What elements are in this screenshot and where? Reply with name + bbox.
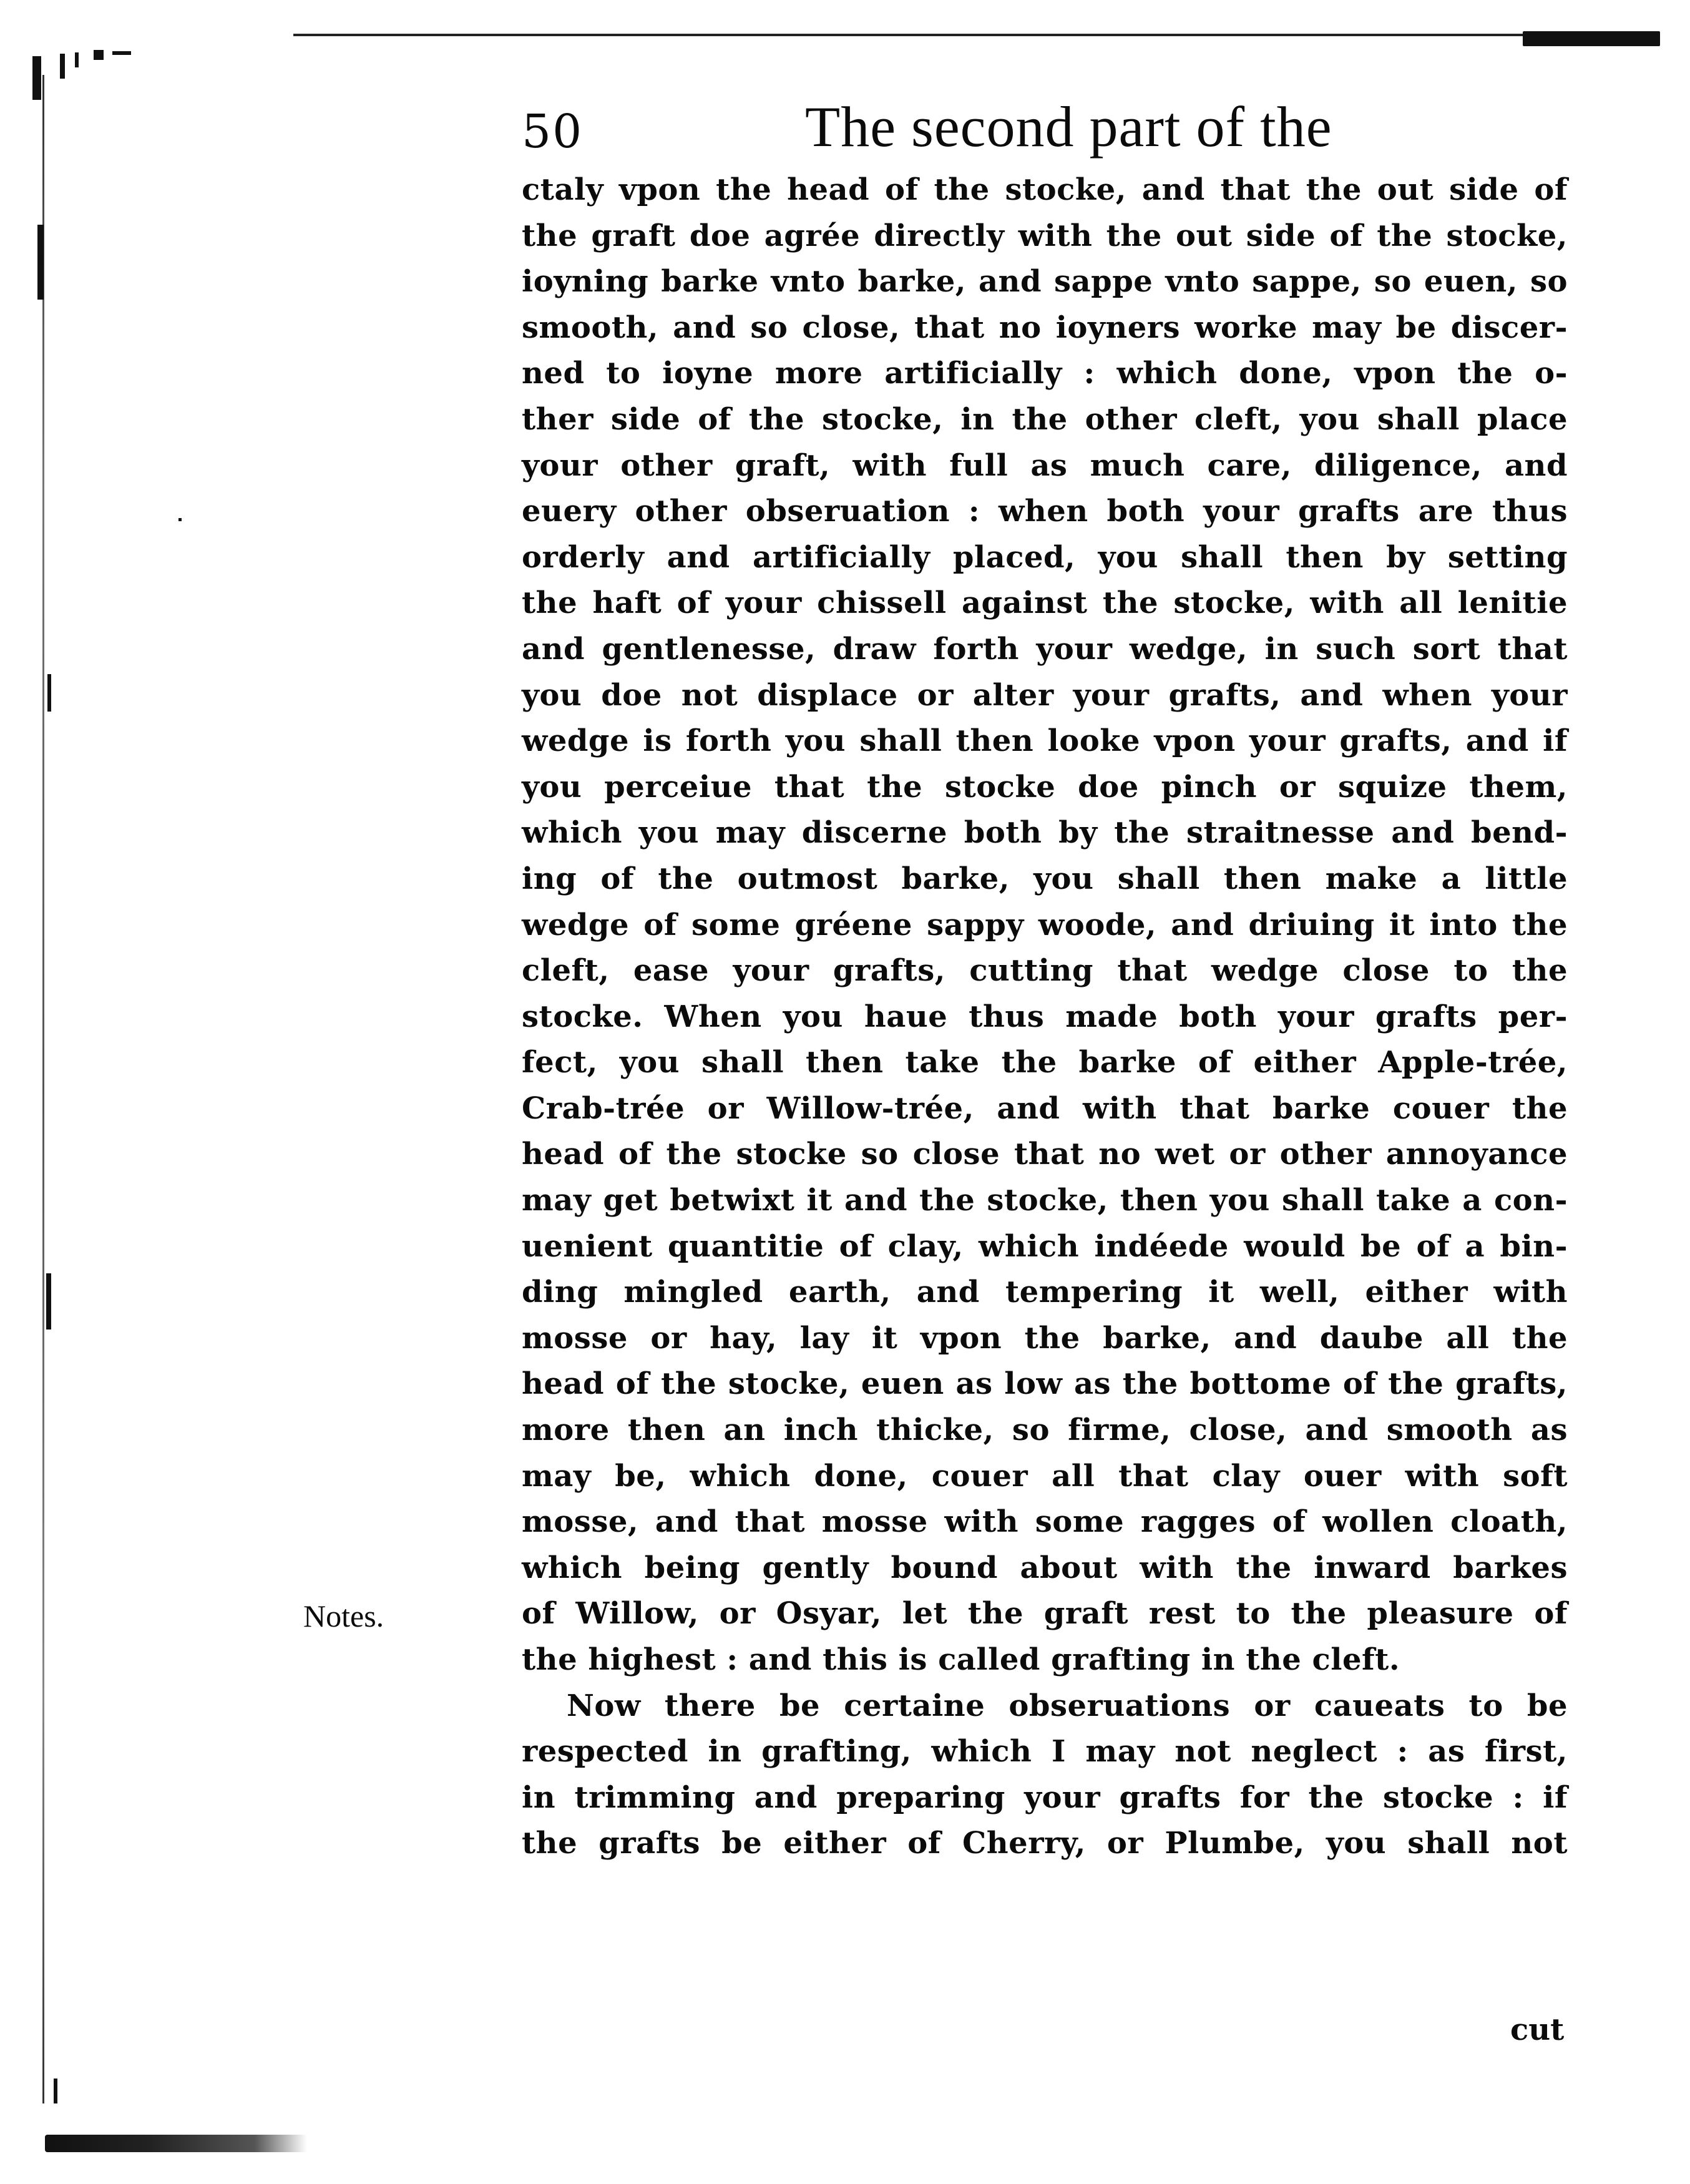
text-line: may be, which done, couer all that clay ouer with soft [522,1458,1568,1494]
gutter-speck [32,56,41,100]
text-line: you perceiue that the stocke doe pinch or squize them, [522,769,1568,805]
text-line: in trimming and preparing your grafts for the stocke : if [522,1780,1568,1815]
text-line: may get betwixt it and the stocke, then you shall take a con- [522,1183,1568,1218]
text-line: head of the stocke, euen as low as the bottome of the grafts, [522,1366,1568,1402]
text-line: smooth, and so close, that no ioyners worke may be discer- [522,310,1568,345]
page-gutter-edge [42,75,44,2103]
text-line: wedge is forth you shall then looke vpon your grafts, and if [522,723,1568,759]
gutter-speck [60,54,65,79]
text-line: you doe not displace or alter your grafts, and when your [522,677,1568,713]
bottom-smudge [45,2135,307,2152]
gutter-speck [94,50,104,60]
text-line: mosse, and that mosse with some ragges of wollen cloath, [522,1504,1568,1540]
gutter-speck [47,674,51,712]
text-line: orderly and artificially placed, you shall then by setting [522,539,1568,575]
marginal-note: Notes. [303,1599,384,1633]
text-line: the haft of your chissell against the stocke, with all lenitie [522,585,1568,621]
catchword: cut [1510,2012,1565,2047]
text-line: Now there be certaine obseruations or caueats to be [567,1688,1568,1723]
text-line: Crab-trée or Willow-trée, and with that barke couer the [522,1090,1568,1126]
text-line: of Willow, or Osyar, let the graft rest to the pleasure of [522,1596,1568,1632]
gutter-speck [178,518,182,521]
text-line: ther side of the stocke, in the other cleft, you shall place [522,401,1568,437]
text-line: ding mingled earth, and tempering it well, either with [522,1275,1568,1310]
text-line: the graft doe agrée directly with the out side of the stocke, [522,218,1568,253]
gutter-speck [46,1273,51,1329]
text-line: stocke. When you haue thus made both your grafts per- [522,999,1568,1034]
text-line: ing of the outmost barke, you shall then make a little [522,861,1568,896]
text-line: which you may discerne both by the straitnesse and bend- [522,815,1568,851]
top-rule-ornament [1523,31,1660,46]
text-line: more then an inch thicke, so firme, close, and smooth as [522,1413,1568,1448]
top-rule [293,34,1654,36]
gutter-speck [75,52,79,67]
text-line: the grafts be either of Cherry, or Plumbe, you shall not [522,1826,1568,1861]
text-line: ned to ioyne more artificially : which done, vpon the o- [522,356,1568,391]
text-line: cleft, ease your grafts, cutting that wedge close to the [522,953,1568,989]
running-head: The second part of the [805,95,1332,159]
gutter-speck [37,225,44,300]
text-line: your other graft, with full as much care, diligence, and [522,448,1568,483]
text-line: head of the stocke so close that no wet or other annoyance [522,1137,1568,1172]
page-number: 50 [522,105,584,159]
body-text [522,167,1568,1867]
text-line: the highest : and this is called grafting in the cleft. [522,1642,1400,1677]
text-line: fect, you shall then take the barke of either Apple-trée, [522,1045,1568,1080]
text-line: which being gently bound about with the inward barkes [522,1550,1568,1585]
text-line: mosse or hay, lay it vpon the barke, and daube all the [522,1320,1568,1356]
text-line: euery other obseruation : when both your grafts are thus [522,494,1568,529]
gutter-speck [54,2079,57,2103]
gutter-speck [112,51,131,55]
text-line: wedge of some gréene sappy woode, and driuing it into the [522,907,1568,943]
text-line: ioyning barke vnto barke, and sappe vnto sappe, so euen, so [522,264,1568,300]
text-line: respected in grafting, which I may not neglect : as first, [522,1734,1568,1770]
text-line: and gentlenesse, draw forth your wedge, in such sort that [522,631,1568,667]
text-line: uenient quantitie of clay, which indéede would be of a bin- [522,1228,1568,1264]
text-line: ctaly vpon the head of the stocke, and that the out side of [522,172,1568,207]
